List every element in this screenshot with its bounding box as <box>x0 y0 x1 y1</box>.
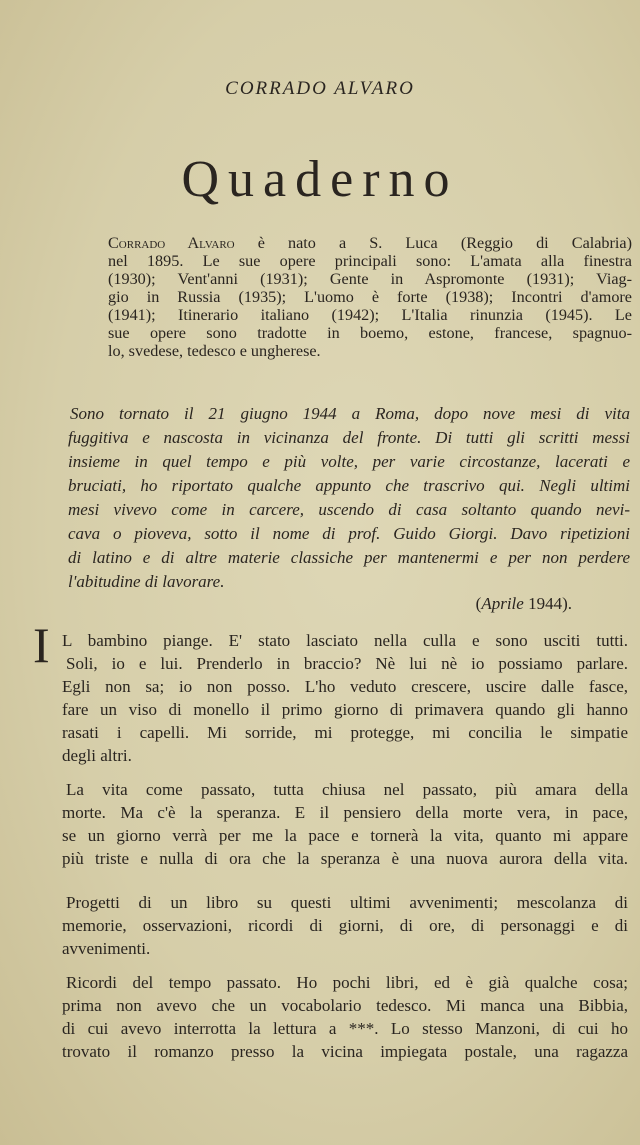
bio-line: è nato a S. Luca (Reggio di Calabria) <box>234 234 632 252</box>
intro-line: cava o pioveva, sotto il nome di prof. Guido Giorgi. Davo ripetizioni <box>68 524 630 543</box>
intro-line: fuggitiva e nascosta in vicinanza del fronte. Di tutti gli scritti messi <box>68 428 630 447</box>
intro-line: insieme in quel tempo e più volte, per varie circostanze, lacerati e <box>68 452 630 471</box>
bio-line: sue opere sono tradotte in boemo, estone, francese, spagnuo- <box>108 324 632 342</box>
body-paragraph <box>62 629 628 767</box>
bio-line: nel 1895. Le sue opere principali sono: L'amata alla finestra <box>108 252 632 270</box>
bio-line: (1930); Vent'anni (1931); Gente in Aspromonte (1931); Viag- <box>108 270 632 288</box>
body-paragraph <box>62 778 628 870</box>
body-line: L bambino piange. E' stato lasciato nella culla e sono usciti tutti. <box>62 631 628 650</box>
body-line: morte. Ma c'è la speranza. E il pensiero della morte vera, in pace, <box>62 803 628 822</box>
bio-line: gio in Russia (1935); L'uomo è forte (1938); Incontri d'amore <box>108 288 632 306</box>
drop-cap: I <box>33 617 50 673</box>
page-title: Quaderno <box>181 151 459 208</box>
body-line: memorie, osservazioni, ricordi di giorni, di ore, di personaggi e di <box>62 916 628 935</box>
body-line: rasati i capelli. Mi sorride, mi protegge, mi concilia le simpatie <box>62 723 628 742</box>
intro-line: l'abitudine di lavorare. <box>68 572 225 591</box>
body-line: Progetti di un libro su questi ultimi avvenimenti; mescolanza di <box>66 893 628 912</box>
body-line: prima non avevo che un vocabolario tedesco. Mi manca una Bibbia, <box>62 996 628 1015</box>
body-paragraph <box>62 971 628 1063</box>
date-month: Aprile <box>481 594 524 613</box>
body-line: trovato il romanzo presso la vicina impiegata postale, una ragazza <box>62 1042 628 1061</box>
body-line: degli altri. <box>62 746 132 765</box>
intro-line: mesi vivevo come in carcere, uscendo di casa soltanto quando nevi- <box>68 500 630 519</box>
body-line: fare un viso di monello il primo giorno di primavera quando gli hanno <box>62 700 628 719</box>
intro-line: bruciati, ho riportato qualche appunto che trascrivo qui. Negli ultimi <box>68 476 630 495</box>
body-paragraph <box>62 891 628 960</box>
date-paren: ( <box>475 594 482 613</box>
author-bio <box>108 234 632 360</box>
intro-line: di latino e di altre materie classiche per mantenermi e per non perdere <box>68 548 630 567</box>
bio-line: (1941); Itinerario italiano (1942); L'Italia rinunzia (1945). Le <box>108 306 632 324</box>
body-line: Ricordi del tempo passato. Ho pochi libri, ed è già qualche cosa; <box>66 973 628 992</box>
body-line: se un giorno verrà per me la pace e tornerà la vita, quanto mi appare <box>62 826 628 845</box>
body-line: La vita come passato, tutta chiusa nel passato, più amara della <box>66 780 628 799</box>
body-line: Soli, io e lui. Prenderlo in braccio? Nè lui nè io possiamo parlare. <box>66 654 628 673</box>
author-name: CORRADO ALVARO <box>225 78 415 99</box>
date-year: 1944). <box>523 594 572 613</box>
intro-paragraph <box>68 402 630 594</box>
body-line: più triste e nulla di ora che la speranza è una nuova aurora della vita. <box>62 849 628 868</box>
body-line: di cui avevo interrotta la lettura a ***. Lo stesso Manzoni, di cui ho <box>62 1019 628 1038</box>
bio-author-name: Corrado Alvaro <box>108 234 235 252</box>
bio-line: lo, svedese, tedesco e ungherese. <box>108 342 321 360</box>
entry-date <box>476 594 572 614</box>
body-line: Egli non sa; io non posso. L'ho veduto crescere, uscire dalle fasce, <box>62 677 628 696</box>
intro-line: Sono tornato il 21 giugno 1944 a Roma, dopo nove mesi di vita <box>70 404 630 423</box>
body-line: avvenimenti. <box>62 939 151 958</box>
